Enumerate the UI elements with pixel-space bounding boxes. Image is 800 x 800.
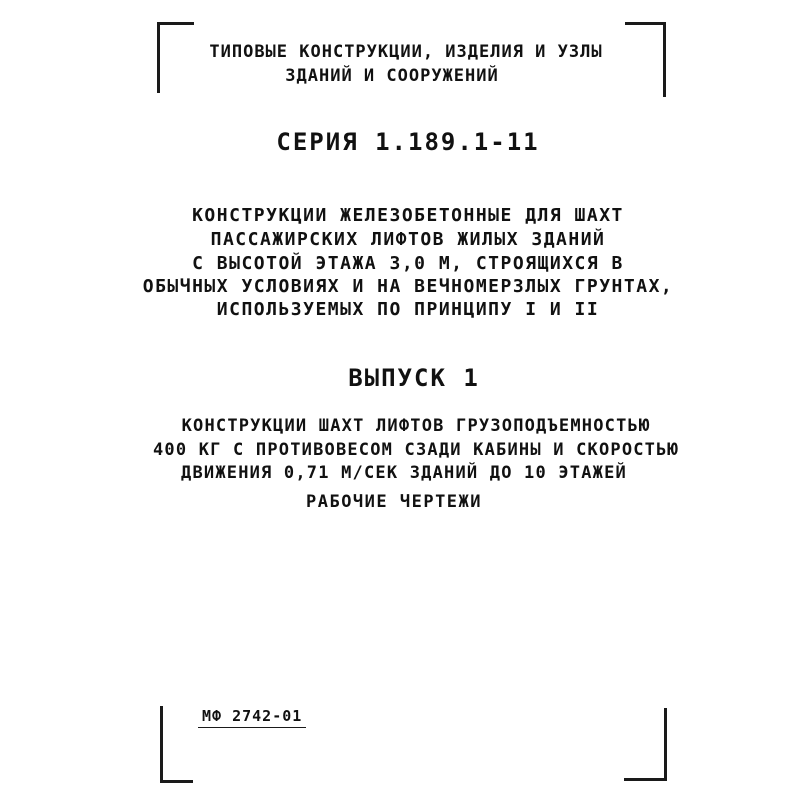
title-line-5: ИСПОЛЬЗУЕМЫХ ПО ПРИНЦИПУ I И II — [216, 299, 600, 320]
title-line-4: ОБЫЧНЫХ УСЛОВИЯХ И НА ВЕЧНОМЕРЗЛЫХ ГРУНТАХ, — [142, 276, 674, 297]
title-line-1: КОНСТРУКЦИИ ЖЕЛЕЗОБЕТОННЫЕ ДЛЯ ШАХТ — [192, 205, 624, 226]
frame-corner-bottom-left — [160, 706, 193, 783]
header-line-1: ТИПОВЫЕ КОНСТРУКЦИИ, ИЗДЕЛИЯ И УЗЛЫ — [209, 42, 603, 62]
header-line-2: ЗДАНИЙ И СООРУЖЕНИЙ — [285, 66, 499, 86]
frame-corner-bottom-right — [624, 708, 667, 781]
subtitle-line-3: ДВИЖЕНИЯ 0,71 М/СЕК ЗДАНИЙ ДО 10 ЭТАЖЕЙ — [181, 463, 627, 483]
subtitle-line-2: 400 КГ С ПРОТИВОВЕСОМ СЗАДИ КАБИНЫ И СКОРОСТЬЮ — [152, 440, 679, 460]
title-line-2: ПАССАЖИРСКИХ ЛИФТОВ ЖИЛЫХ ЗДАНИЙ — [210, 229, 606, 250]
issue-title: ВЫПУСК 1 — [348, 364, 480, 392]
working-drawings-label: РАБОЧИЕ ЧЕРТЕЖИ — [305, 492, 483, 512]
title-line-3: С ВЫСОТОЙ ЭТАЖА 3,0 М, СТРОЯЩИХСЯ В — [192, 253, 624, 274]
subtitle-line-1: КОНСТРУКЦИИ ШАХТ ЛИФТОВ ГРУЗОПОДЪЕМНОСТЬЮ — [181, 416, 651, 436]
document-reference-number: МФ 2742-01 — [198, 707, 306, 728]
series-title: СЕРИЯ 1.189.1-11 — [276, 128, 540, 156]
